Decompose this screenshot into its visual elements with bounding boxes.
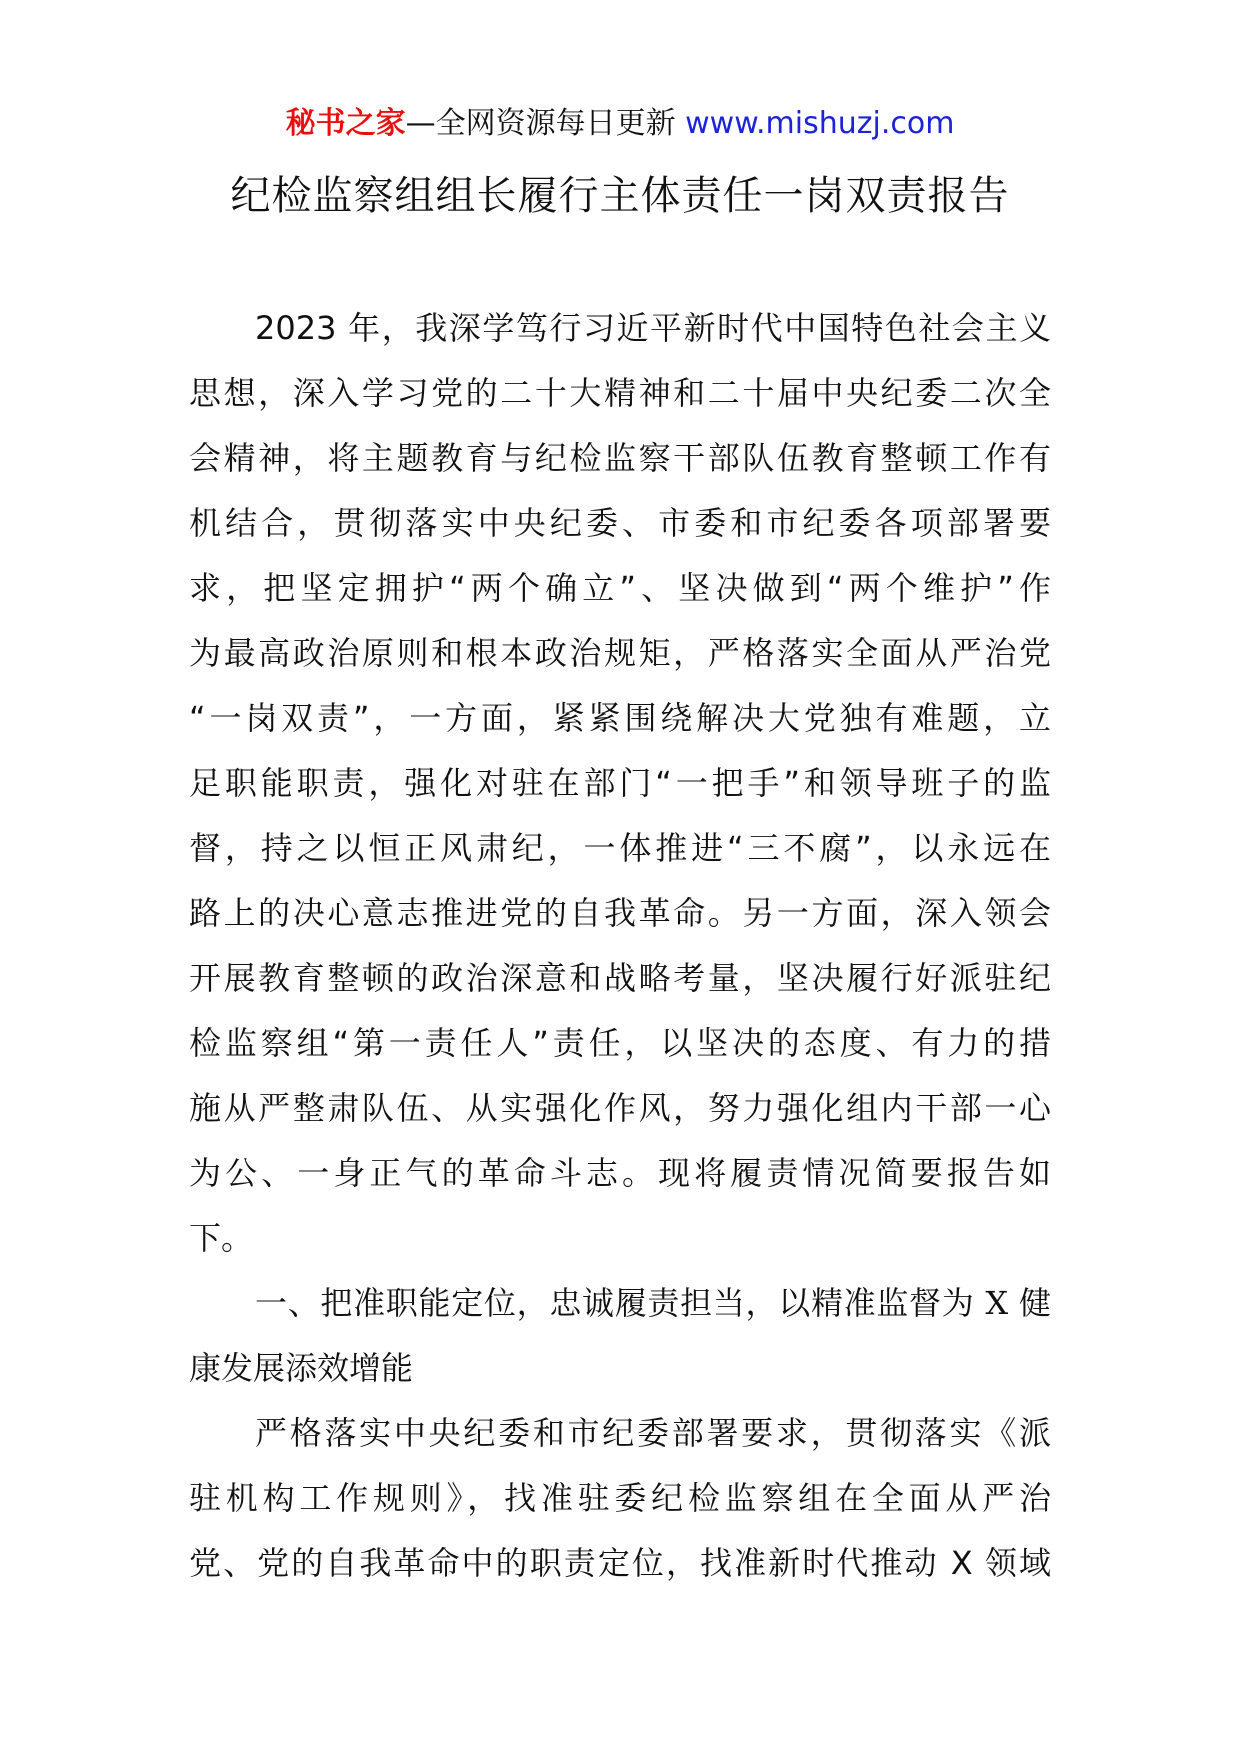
section-heading-line: 康发展添效增能 — [189, 1349, 414, 1387]
paragraph-line: 检监察组“第一责任人”责任，以坚决的态度、有力的措 — [189, 1024, 1051, 1062]
paragraph-line: 会精神，将主题教育与纪检监察干部队伍教育整顿工作有 — [189, 439, 1051, 477]
document-title: 纪检监察组组长履行主体责任一岗双责报告 — [230, 173, 1010, 219]
paragraph-line: 施从严整肃队伍、从实强化作风，努力强化组内干部一心 — [189, 1089, 1051, 1127]
paragraph-line: 驻机构工作规则》，找准驻委纪检监察组在全面从严治 — [189, 1479, 1051, 1517]
paragraph-line: 机结合，贯彻落实中央纪委、市委和市纪委各项部署要 — [189, 504, 1051, 542]
paragraph-line: 开展教育整顿的政治深意和战略考量，坚决履行好派驻纪 — [189, 959, 1051, 997]
paragraph-line: 2023 年，我深学笃行习近平新时代中国特色社会主义 — [255, 309, 1051, 347]
paragraph-line: 严格落实中央纪委和市纪委部署要求，贯彻落实《派 — [255, 1414, 1051, 1452]
paragraph-line: 为最高政治原则和根本政治规矩，严格落实全面从严治党 — [189, 634, 1051, 672]
site-brand: 秘书之家 — [285, 106, 406, 141]
paragraph-line: 督，持之以恒正风肃纪，一体推进“三不腐”，以永远在 — [189, 829, 1051, 867]
paragraph-line: 足职能职责，强化对驻在部门“一把手”和领导班子的监 — [189, 764, 1051, 802]
paragraph-line: 路上的决心意志推进党的自我革命。另一方面，深入领会 — [189, 894, 1051, 932]
paragraph-line: “一岗双责”，一方面，紧紧围绕解决大党独有难题，立 — [189, 699, 1051, 737]
site-header — [0, 102, 1240, 146]
paragraph-line: 思想，深入学习党的二十大精神和二十届中央纪委二次全 — [189, 374, 1051, 412]
document-body — [189, 296, 1051, 1596]
paragraph-line: 下。 — [189, 1219, 254, 1257]
section-heading-line: 一、把准职能定位，忠诚履责担当，以精准监督为 X 健 — [255, 1284, 1051, 1322]
paragraph-line: 为公、一身正气的革命斗志。现将履责情况简要报告如 — [189, 1154, 1051, 1192]
paragraph-line: 党、党的自我革命中的职责定位，找准新时代推动 X 领域 — [189, 1544, 1051, 1582]
paragraph-line: 求，把坚定拥护“两个确立”、坚决做到“两个维护”作 — [189, 569, 1051, 607]
site-url-link[interactable]: www.mishuzj.com — [685, 106, 955, 141]
site-tagline: —全网资源每日更新 — [405, 106, 686, 141]
